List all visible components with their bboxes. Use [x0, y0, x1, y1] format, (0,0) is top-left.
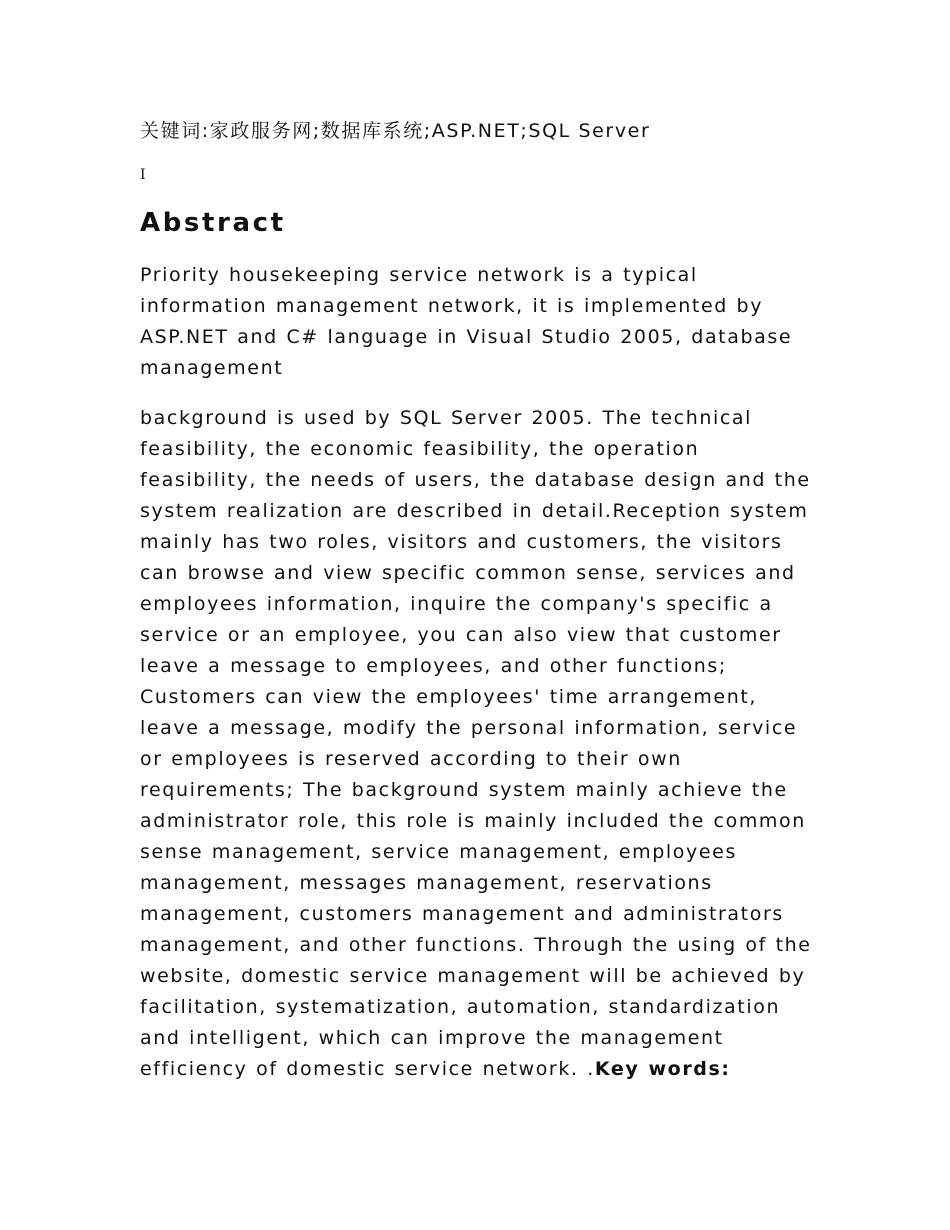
- page-number: I: [140, 167, 146, 183]
- english-keywords-label: Key words:: [594, 1058, 731, 1080]
- abstract-heading: Abstract: [140, 208, 286, 238]
- document-page: [140, 116, 812, 1085]
- chinese-keywords: 关键词:家政服务网;数据库系统;ASP.NET;SQL Server: [140, 120, 651, 142]
- abstract-paragraph-2: [140, 403, 812, 1085]
- abstract-paragraph-1: Priority housekeeping service network is a typical information management network, it is implemented by ASP.NET and C# language in Visual Studio 2005, database management: [140, 264, 793, 379]
- abstract-paragraph-2-text: background is used by SQL Server 2005. The technical feasibility, the economic feasibility, the operation feasibility, the needs of users, the database design and the system realization are described in detail.Reception system mainly has two roles, visitors and customers, the visitors can browse and view specific common sense, services and employees information, inquire the company's specific a service or an employee, you can also view that customer leave a message to employees, and other functions; Customers can view the employees' time arrangement, leave a message, modify the personal information, service or employees is reserved according to their own requirements; The background system mainly achieve the administrator role, this role is mainly included the common sense management, service management, employees management, messages management, reservations management, customers management and administrators management, and other functions. Through the using of the website, domestic service management will be achieved by facilitation, systematization, automation, standardization and intelligent, which can improve the management efficiency of domestic service network. .: [140, 407, 812, 1080]
